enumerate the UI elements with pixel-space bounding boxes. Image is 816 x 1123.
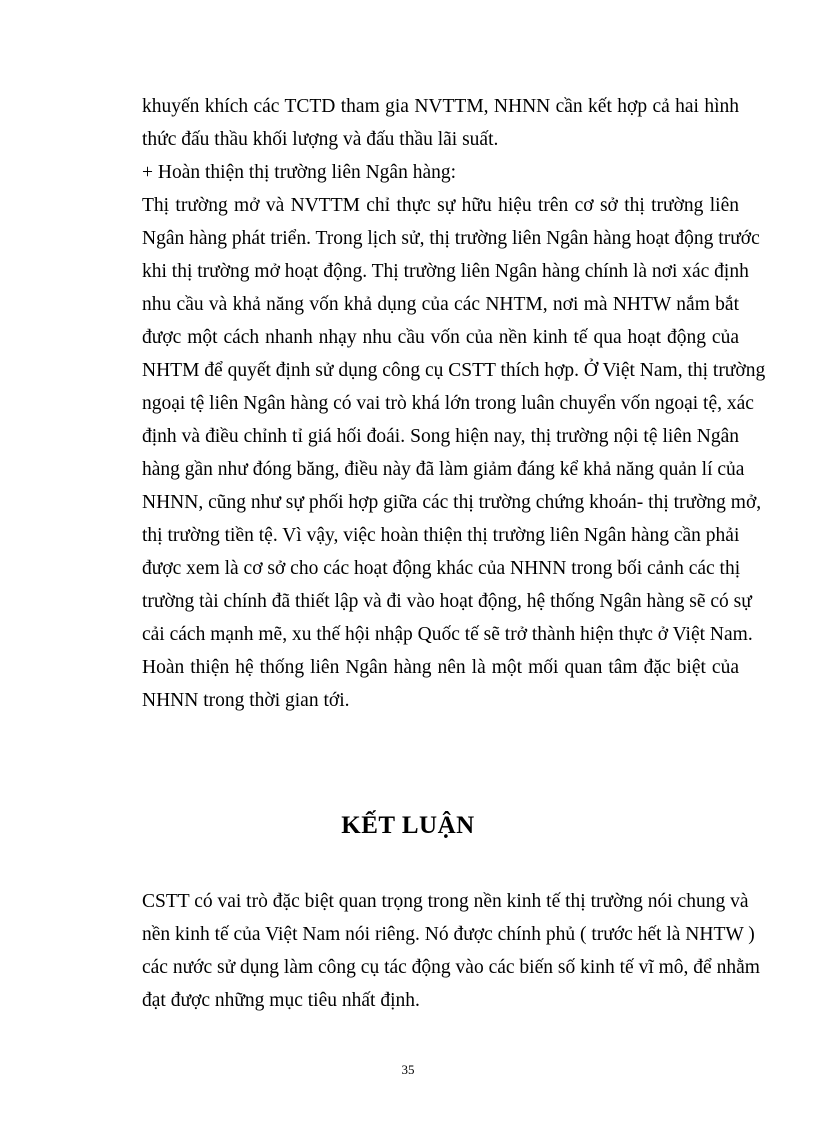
section-subheading: + Hoàn thiện thị trường liên Ngân hàng: [142, 162, 457, 183]
paragraph-line: khuyến khích các TCTD tham gia NVTTM, NHNN cần kết hợp cả hai hình [142, 96, 739, 117]
paragraph-line: được xem là cơ sở cho các hoạt động khác của NHNN trong bối cảnh các thị [142, 558, 741, 579]
paragraph-line: nhu cầu và khả năng vốn khả dụng của các NHTM, nơi mà NHTW nắm bắt [142, 294, 739, 315]
paragraph-line: NHNN, cũng như sự phối hợp giữa các thị trường chứng khoán- thị trường mở, [142, 492, 762, 513]
section-heading: KẾT LUẬN [341, 812, 475, 839]
paragraph-line: NHNN trong thời gian tới. [142, 690, 350, 711]
paragraph-line: định và điều chỉnh tỉ giá hối đoái. Song hiện nay, thị trường nội tệ liên Ngân [142, 426, 739, 447]
paragraph-line: NHTM để quyết định sử dụng công cụ CSTT thích hợp. Ở Việt Nam, thị trường [142, 360, 766, 381]
paragraph-line: các nước sử dụng làm công cụ tác động vào các biến số kinh tế vĩ mô, để nhằm [142, 957, 760, 978]
paragraph-line: trường tài chính đã thiết lập và đi vào hoạt động, hệ thống Ngân hàng sẽ có sự [142, 591, 752, 612]
paragraph-line: được một cách nhanh nhạy nhu cầu vốn của nền kinh tế qua hoạt động của [142, 327, 739, 348]
paragraph-line: Ngân hàng phát triển. Trong lịch sử, thị trường liên Ngân hàng hoạt động trước [142, 228, 760, 249]
paragraph-line: cải cách mạnh mẽ, xu thế hội nhập Quốc tế sẽ trở thành hiện thực ở Việt Nam. [142, 624, 753, 645]
paragraph-line: CSTT có vai trò đặc biệt quan trọng trong nền kinh tế thị trường nói chung và [142, 891, 749, 912]
paragraph-line: nền kinh tế của Việt Nam nói riêng. Nó được chính phủ ( trước hết là NHTW ) [142, 924, 755, 945]
page-number: 35 [401, 1062, 415, 1077]
paragraph-line: ngoại tệ liên Ngân hàng có vai trò khá lớn trong luân chuyển vốn ngoại tệ, xác [142, 393, 754, 414]
paragraph-line: đạt được những mục tiêu nhất định. [142, 990, 420, 1011]
paragraph-line: Thị trường mở và NVTTM chỉ thực sự hữu hiệu trên cơ sở thị trường liên [142, 195, 739, 216]
paragraph-line: thức đấu thầu khối lượng và đấu thầu lãi suất. [142, 129, 499, 150]
paragraph-line: Hoàn thiện hệ thống liên Ngân hàng nên là một mối quan tâm đặc biệt của [142, 657, 739, 678]
paragraph-line: hàng gần như đóng băng, điều này đã làm giảm đáng kể khả năng quản lí của [142, 459, 745, 480]
paragraph-line: khi thị trường mở hoạt động. Thị trường liên Ngân hàng chính là nơi xác định [142, 261, 749, 282]
paragraph-line: thị trường tiền tệ. Vì vậy, việc hoàn thiện thị trường liên Ngân hàng cần phải [142, 525, 740, 546]
